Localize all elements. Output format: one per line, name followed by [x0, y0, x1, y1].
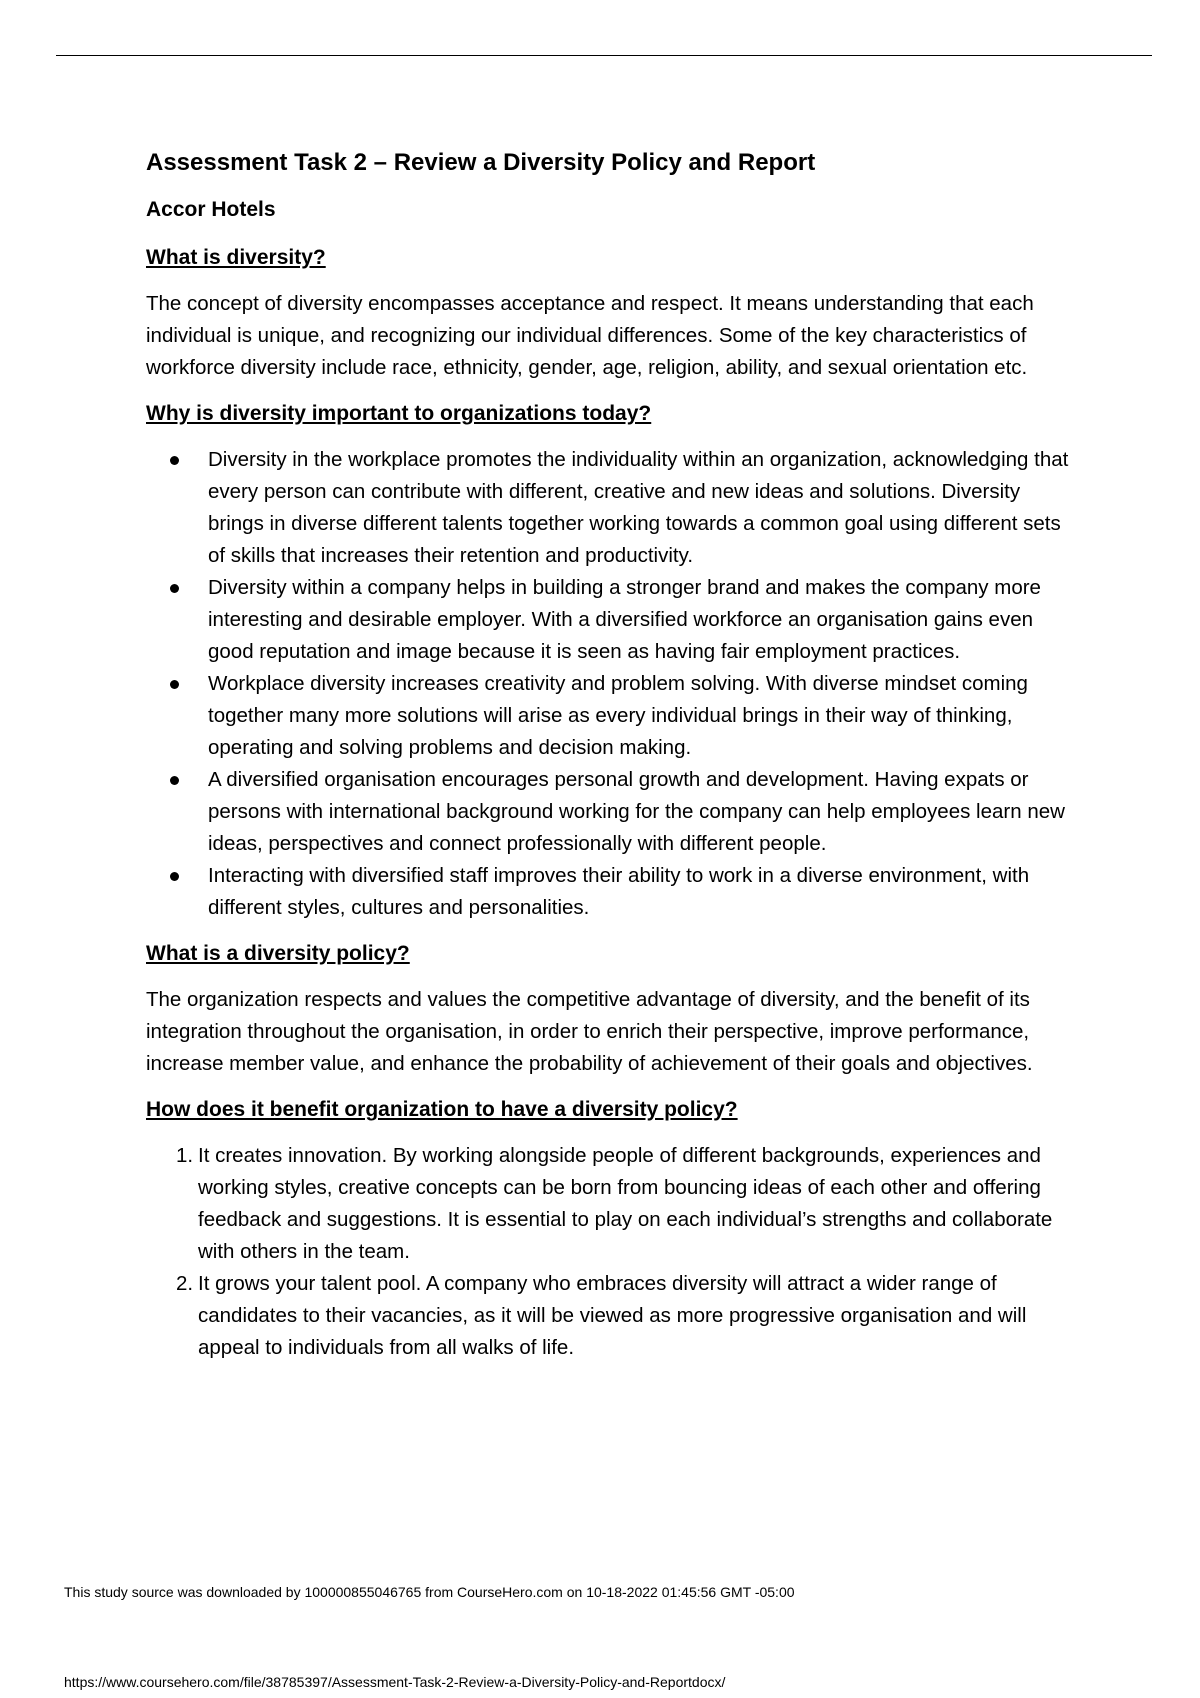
- item-number: 1.: [176, 1144, 194, 1167]
- section-heading-what-is-policy: What is a diversity policy?: [146, 942, 410, 965]
- company-name: Accor Hotels: [146, 198, 276, 221]
- bullet-item: [146, 860, 1076, 924]
- document-title: Assessment Task 2 – Review a Diversity Policy and Report: [146, 149, 816, 176]
- section-heading-policy-benefits: How does it benefit organization to have a diversity policy?: [146, 1098, 738, 1121]
- section-paragraph-what-is-policy: The organization respects and values the competitive advantage of diversity, and the benefit of its integration throughout the organisation, in order to enrich their perspective, improve performance, increase member value, and enhance the probability of achievement of their goals and objectives.: [146, 988, 1033, 1075]
- bullet-icon: [170, 584, 179, 593]
- numbered-text: It creates innovation. By working alongside people of different backgrounds, experiences and working styles, creative concepts can be born from bouncing ideas of each other and offering feedback and suggestions. It is essential to play on each individual’s strengths and collaborate with others in the team.: [198, 1144, 1053, 1263]
- section-heading-what-is-diversity: What is diversity?: [146, 246, 326, 269]
- numbered-item: [146, 1140, 1076, 1268]
- section-heading-why-diversity-important: Why is diversity important to organizations today?: [146, 402, 652, 425]
- download-source-note: This study source was downloaded by 100000855046765 from CourseHero.com on 10-18-2022 01:45:56 GMT -05:00: [64, 1584, 795, 1600]
- item-number: 2.: [176, 1272, 194, 1295]
- top-rule: [56, 55, 1152, 56]
- numbered-item: [146, 1268, 1076, 1364]
- bullet-text: Workplace diversity increases creativity and problem solving. With diverse mindset coming together many more solutions will arise as every individual brings in their way of thinking, operating and solving problems and decision making.: [208, 672, 1028, 759]
- bullet-icon: [170, 776, 179, 785]
- section-paragraph-what-is-diversity: The concept of diversity encompasses acceptance and respect. It means understanding that each individual is unique, and recognizing our individual differences. Some of the key characteristics of workforce diversity include race, ethnicity, gender, age, religion, ability, and sexual orientation etc.: [146, 292, 1034, 379]
- bullet-text: Diversity within a company helps in building a stronger brand and makes the company more interesting and desirable employer. With a diversified workforce an organisation gains even good reputation and image because it is seen as having fair employment practices.: [208, 576, 1041, 663]
- bullet-text: Interacting with diversified staff improves their ability to work in a diverse environment, with different styles, cultures and personalities.: [208, 864, 1030, 919]
- bullet-icon: [170, 680, 179, 689]
- bullet-item: [146, 444, 1076, 572]
- bullet-item: [146, 764, 1076, 860]
- bullet-icon: [170, 456, 179, 465]
- document-body: [146, 146, 1076, 1364]
- bullet-text: Diversity in the workplace promotes the individuality within an organization, acknowledging that every person can contribute with different, creative and new ideas and solutions. Diversity brings in diverse different talents together working towards a common goal using different sets of skills that increases their retention and productivity.: [208, 448, 1069, 567]
- numbered-text: It grows your talent pool. A company who embraces diversity will attract a wider range of candidates to their vacancies, as it will be viewed as more progressive organisation and will appeal to individuals from all walks of life.: [198, 1272, 1027, 1359]
- numbered-list: [146, 1140, 1076, 1364]
- bullet-item: [146, 668, 1076, 764]
- bullet-icon: [170, 872, 179, 881]
- bullet-list: [146, 444, 1076, 924]
- bullet-text: A diversified organisation encourages personal growth and development. Having expats or persons with international background working for the company can help employees learn new ideas, perspectives and connect professionally with different people.: [208, 768, 1065, 855]
- bullet-item: [146, 572, 1076, 668]
- source-url[interactable]: https://www.coursehero.com/file/38785397/Assessment-Task-2-Review-a-Diversity-Policy-and-Reportdocx/: [64, 1674, 726, 1690]
